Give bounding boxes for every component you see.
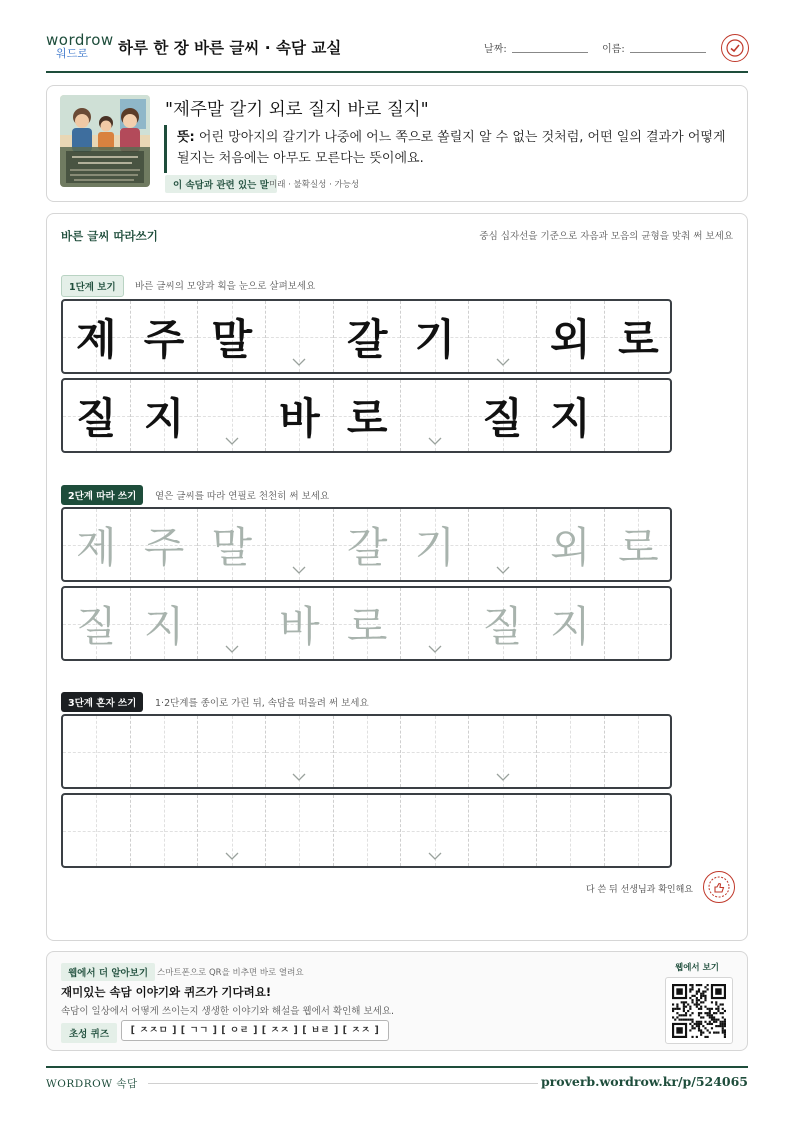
step2-row-2[interactable] xyxy=(61,586,672,661)
grid-cell xyxy=(334,380,402,451)
proverb-text: "제주말 갈기 외로 질지 바로 질지" xyxy=(165,100,429,120)
grid-cell[interactable] xyxy=(537,509,605,580)
grid-character: 바 xyxy=(279,393,320,443)
grid-character: 갈 xyxy=(346,314,388,364)
grid-cell[interactable] xyxy=(402,716,470,787)
grid-character: 말 xyxy=(211,314,253,364)
step1-row-1 xyxy=(61,299,672,374)
praise-stamp-icon xyxy=(721,34,749,62)
grid-cell[interactable] xyxy=(63,795,131,866)
grid-cell[interactable] xyxy=(131,716,199,787)
grid-character: 질 xyxy=(482,601,523,651)
grid-character: 로 xyxy=(346,393,388,443)
grid-character: 제 xyxy=(76,522,117,572)
logo-korean: 워드로 xyxy=(56,47,88,60)
grid-cell xyxy=(605,301,672,372)
grid-cell[interactable] xyxy=(63,588,131,659)
meaning-label: 뜻: xyxy=(177,130,195,145)
grid-cell xyxy=(469,380,537,451)
grid-cell[interactable] xyxy=(131,795,199,866)
grid-cell[interactable] xyxy=(266,795,334,866)
proverb-meaning xyxy=(177,127,737,169)
grid-character: 기 xyxy=(414,314,456,364)
grid-cell xyxy=(198,301,266,372)
step1-description: 바른 글씨의 모양과 획을 눈으로 살펴보세요 xyxy=(135,281,316,292)
grid-character: 지 xyxy=(143,393,185,443)
meaning-accent-bar xyxy=(164,125,167,173)
step2-row-1[interactable] xyxy=(61,507,672,582)
writing-practice-section xyxy=(46,213,748,941)
qr-code[interactable] xyxy=(665,977,733,1044)
step2-badge: 2단계 따라 쓰기 xyxy=(61,485,143,505)
grid-cell[interactable] xyxy=(198,716,266,787)
grid-cell xyxy=(537,301,605,372)
date-label: 날짜: xyxy=(484,44,507,55)
word-space-chevron-icon xyxy=(292,773,306,781)
web-more-section xyxy=(46,951,748,1051)
grid-cell[interactable] xyxy=(198,795,266,866)
step3-badge: 3단계 혼자 쓰기 xyxy=(61,692,143,712)
grid-character: 로 xyxy=(618,522,659,572)
grid-cell[interactable] xyxy=(402,795,470,866)
grid-cell xyxy=(469,301,537,372)
grid-cell[interactable] xyxy=(63,716,131,787)
name-field[interactable] xyxy=(630,52,706,53)
proverb-illustration xyxy=(60,95,150,187)
word-space-chevron-icon xyxy=(428,852,442,860)
grid-cell xyxy=(605,380,672,451)
grid-cell[interactable] xyxy=(537,795,605,866)
word-space-chevron-icon xyxy=(225,437,239,445)
thumbs-up-icon xyxy=(707,875,731,899)
grid-character: 제 xyxy=(76,314,117,364)
step3-description: 1·2단계를 종이로 가린 뒤, 속담을 떠올려 써 보세요 xyxy=(155,698,369,709)
web-view-label: 웹에서 보기 xyxy=(674,963,719,973)
qr-hint: 스마트폰으로 QR을 비추면 바로 열려요 xyxy=(157,968,304,978)
grid-character: 로 xyxy=(618,314,659,364)
grid-character: 외 xyxy=(549,314,591,364)
grid-cell[interactable] xyxy=(402,588,470,659)
web-headline: 재미있는 속담 이야기와 퀴즈가 기다려요! xyxy=(61,985,272,999)
grid-cell[interactable] xyxy=(402,509,470,580)
related-words-tag: 이 속담과 관련 있는 말 xyxy=(165,175,277,193)
name-label: 이름: xyxy=(602,44,625,55)
step3-row-2[interactable] xyxy=(61,793,672,868)
step2-description: 옅은 글씨를 따라 연필로 천천히 써 보세요 xyxy=(155,491,330,502)
page-header xyxy=(46,28,748,73)
grid-cell xyxy=(402,301,470,372)
grid-cell xyxy=(131,380,199,451)
grid-cell[interactable] xyxy=(605,588,672,659)
grid-cell[interactable] xyxy=(605,509,672,580)
grid-character: 지 xyxy=(549,393,591,443)
grid-cell[interactable] xyxy=(334,588,402,659)
grid-cell[interactable] xyxy=(266,509,334,580)
logo-wordmark: wordrow xyxy=(46,31,114,49)
date-field[interactable] xyxy=(512,52,588,53)
grid-cell[interactable] xyxy=(469,588,537,659)
word-space-chevron-icon xyxy=(292,566,306,574)
practice-description: 중심 십자선을 기준으로 자음과 모음의 균형을 맞춰 써 보세요 xyxy=(479,231,733,242)
grid-cell xyxy=(198,380,266,451)
word-space-chevron-icon xyxy=(496,566,510,574)
grid-cell xyxy=(537,380,605,451)
grid-cell xyxy=(334,301,402,372)
grid-cell[interactable] xyxy=(266,588,334,659)
grid-character: 바 xyxy=(279,601,320,651)
grid-character: 지 xyxy=(143,601,185,651)
footer-rule xyxy=(148,1083,538,1084)
grid-cell xyxy=(266,301,334,372)
grid-cell[interactable] xyxy=(605,716,672,787)
related-words: 미래 · 불확실성 · 가능성 xyxy=(269,180,360,190)
worksheet-title: 하루 한 장 바른 글씨 · 속담 교실 xyxy=(118,39,342,57)
web-more-tag: 웹에서 더 알아보기 xyxy=(61,963,155,981)
grid-character: 외 xyxy=(549,522,591,572)
grid-cell[interactable] xyxy=(469,795,537,866)
word-space-chevron-icon xyxy=(496,358,510,366)
grid-character: 주 xyxy=(143,314,185,364)
footer-brand: WORDROW 속담 xyxy=(46,1078,138,1090)
word-space-chevron-icon xyxy=(225,852,239,860)
grid-cell[interactable] xyxy=(131,509,199,580)
qr-code-icon xyxy=(672,984,726,1038)
grid-character: 갈 xyxy=(346,522,388,572)
grid-cell[interactable] xyxy=(334,509,402,580)
grid-cell xyxy=(131,301,199,372)
teacher-check-note: 다 쓴 뒤 선생님과 확인해요 xyxy=(585,885,693,895)
word-space-chevron-icon xyxy=(428,645,442,653)
step3-row-1[interactable] xyxy=(61,714,672,789)
footer-divider xyxy=(46,1066,748,1068)
grid-cell[interactable] xyxy=(537,588,605,659)
grid-cell[interactable] xyxy=(334,795,402,866)
word-space-chevron-icon xyxy=(225,645,239,653)
initial-quiz: [ ㅈㅈㅁ ] [ ㄱㄱ ] [ ㅇㄹ ] [ ㅈㅈ ] [ ㅂㄹ ] [ ㅈㅈ ] xyxy=(121,1020,389,1041)
meaning-text: 어린 망아지의 갈기가 나중에 어느 쪽으로 쏠릴지 알 수 없는 것처럼, 어떤 일의 결과가 어떻게 될지는 처음에는 아무도 모른다는 뜻이에요. xyxy=(177,130,726,166)
wordrow-logo xyxy=(46,31,114,64)
grid-character: 질 xyxy=(76,601,117,651)
footer-url[interactable]: proverb.wordrow.kr/p/524065 xyxy=(540,1074,748,1089)
grid-cell[interactable] xyxy=(469,716,537,787)
grid-character: 말 xyxy=(211,522,253,572)
grid-cell[interactable] xyxy=(469,509,537,580)
word-space-chevron-icon xyxy=(292,358,306,366)
grid-cell[interactable] xyxy=(198,588,266,659)
initial-quiz-tag: 초성 퀴즈 xyxy=(61,1023,117,1043)
grid-character: 질 xyxy=(482,393,523,443)
web-subtext: 속담이 일상에서 어떻게 쓰이는지 생생한 이야기와 해설을 웹에서 확인해 보세요. xyxy=(61,1006,395,1017)
word-space-chevron-icon xyxy=(428,437,442,445)
grid-cell[interactable] xyxy=(334,716,402,787)
grid-character: 질 xyxy=(76,393,117,443)
grid-cell[interactable] xyxy=(131,588,199,659)
step1-badge: 1단계 보기 xyxy=(61,275,124,297)
grid-cell xyxy=(402,380,470,451)
word-space-chevron-icon xyxy=(496,773,510,781)
grid-cell[interactable] xyxy=(63,509,131,580)
grid-cell[interactable] xyxy=(266,716,334,787)
teacher-stamp-icon xyxy=(703,871,735,903)
grid-cell[interactable] xyxy=(537,716,605,787)
grid-character: 기 xyxy=(414,522,456,572)
grid-cell[interactable] xyxy=(198,509,266,580)
grid-cell xyxy=(266,380,334,451)
proverb-card xyxy=(46,85,748,202)
grid-cell xyxy=(63,380,131,451)
grid-character: 로 xyxy=(346,601,388,651)
step1-row-2 xyxy=(61,378,672,453)
grid-character: 지 xyxy=(549,601,591,651)
practice-title: 바른 글씨 따라쓰기 xyxy=(61,229,158,243)
grid-character: 주 xyxy=(143,522,185,572)
grid-cell[interactable] xyxy=(605,795,672,866)
grid-cell xyxy=(63,301,131,372)
check-badge-icon xyxy=(725,38,745,58)
